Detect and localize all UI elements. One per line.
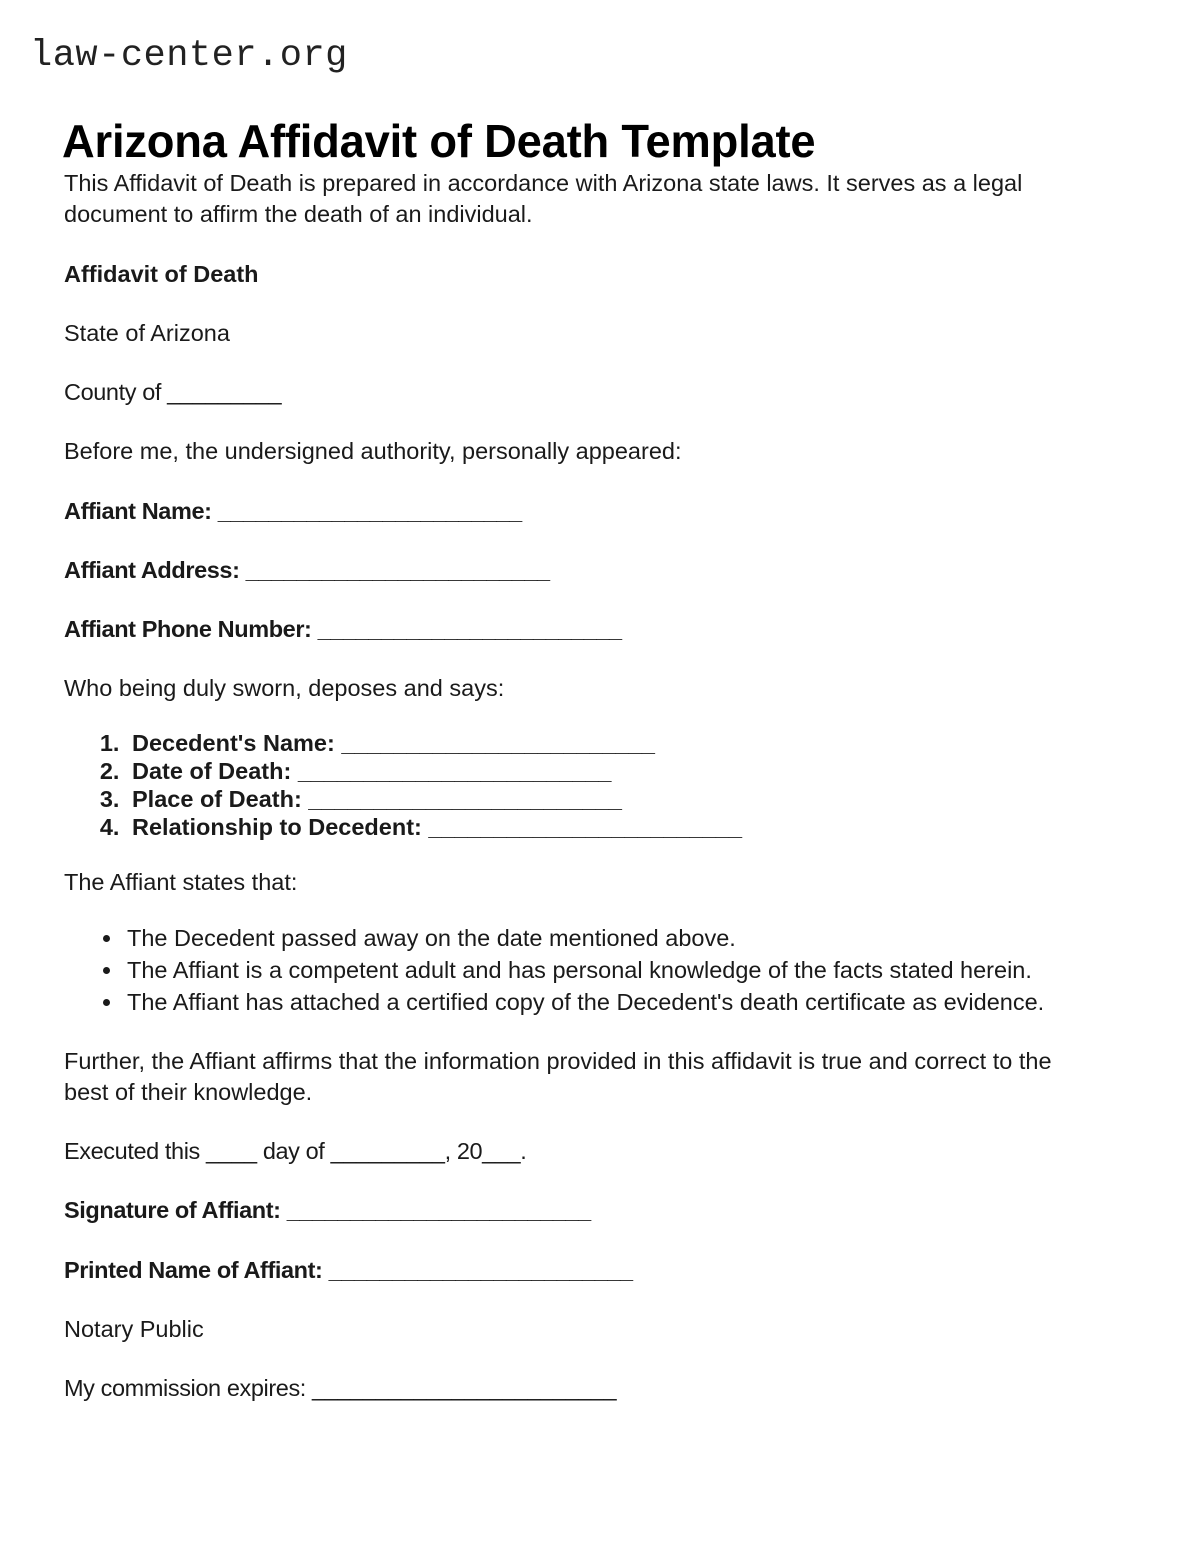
executed-date-line: Executed this ____ day of _________, 20___. [64,1138,527,1165]
printed-name-of-affiant-line: Printed Name of Affiant: ________________________ [64,1256,633,1283]
page-title: Arizona Affidavit of Death Template [62,114,816,167]
list-item: 3. Place of Death: ________________________ [126,785,1080,813]
list-item: • The Decedent passed away on the date mentioned above. [124,923,1080,954]
intro-paragraph: This Affidavit of Death is prepared in accordance with Arizona state laws. It serves as a legal document to affirm the death of an individual. [64,170,1023,228]
site-name-branding: law-center.org [30,35,348,77]
list-item: 4. Relationship to Decedent: ________________________ [126,813,1080,841]
state-line: State of Arizona [64,319,230,346]
list-item: 1. Decedent's Name: ________________________ [126,729,1080,757]
document-body [64,168,1080,1432]
list-item: • The Affiant is a competent adult and has personal knowledge of the facts stated herein. [124,955,1080,986]
appearance-line: Before me, the undersigned authority, personally appeared: [64,438,682,465]
affiant-phone-field-line: Affiant Phone Number: ________________________ [64,616,622,642]
county-field-line: County of _________ [64,379,282,405]
affiant-address-field-line: Affiant Address: ________________________ [64,556,550,583]
list-item: 2. Date of Death: ________________________ [126,757,1080,785]
decedent-details-list [64,729,1080,842]
commission-expires-line: My commission expires: ________________________ [64,1375,617,1402]
affiant-name-field-line: Affiant Name: ________________________ [64,497,522,524]
affiant-states-line: The Affiant states that: [64,869,298,896]
affirmation-paragraph: Further, the Affiant affirms that the information provided in this affidavit is true and correct to the best of their knowledge. [64,1047,1052,1105]
section-heading-affidavit-of-death: Affidavit of Death [64,260,259,287]
list-item: • The Affiant has attached a certified copy of the Decedent's death certificate as evidence. [124,987,1080,1018]
affiant-statements-list [64,923,1080,1018]
sworn-statement-line: Who being duly sworn, deposes and says: [64,675,505,702]
notary-public-line: Notary Public [64,1315,204,1342]
signature-of-affiant-line: Signature of Affiant: ________________________ [64,1197,591,1224]
